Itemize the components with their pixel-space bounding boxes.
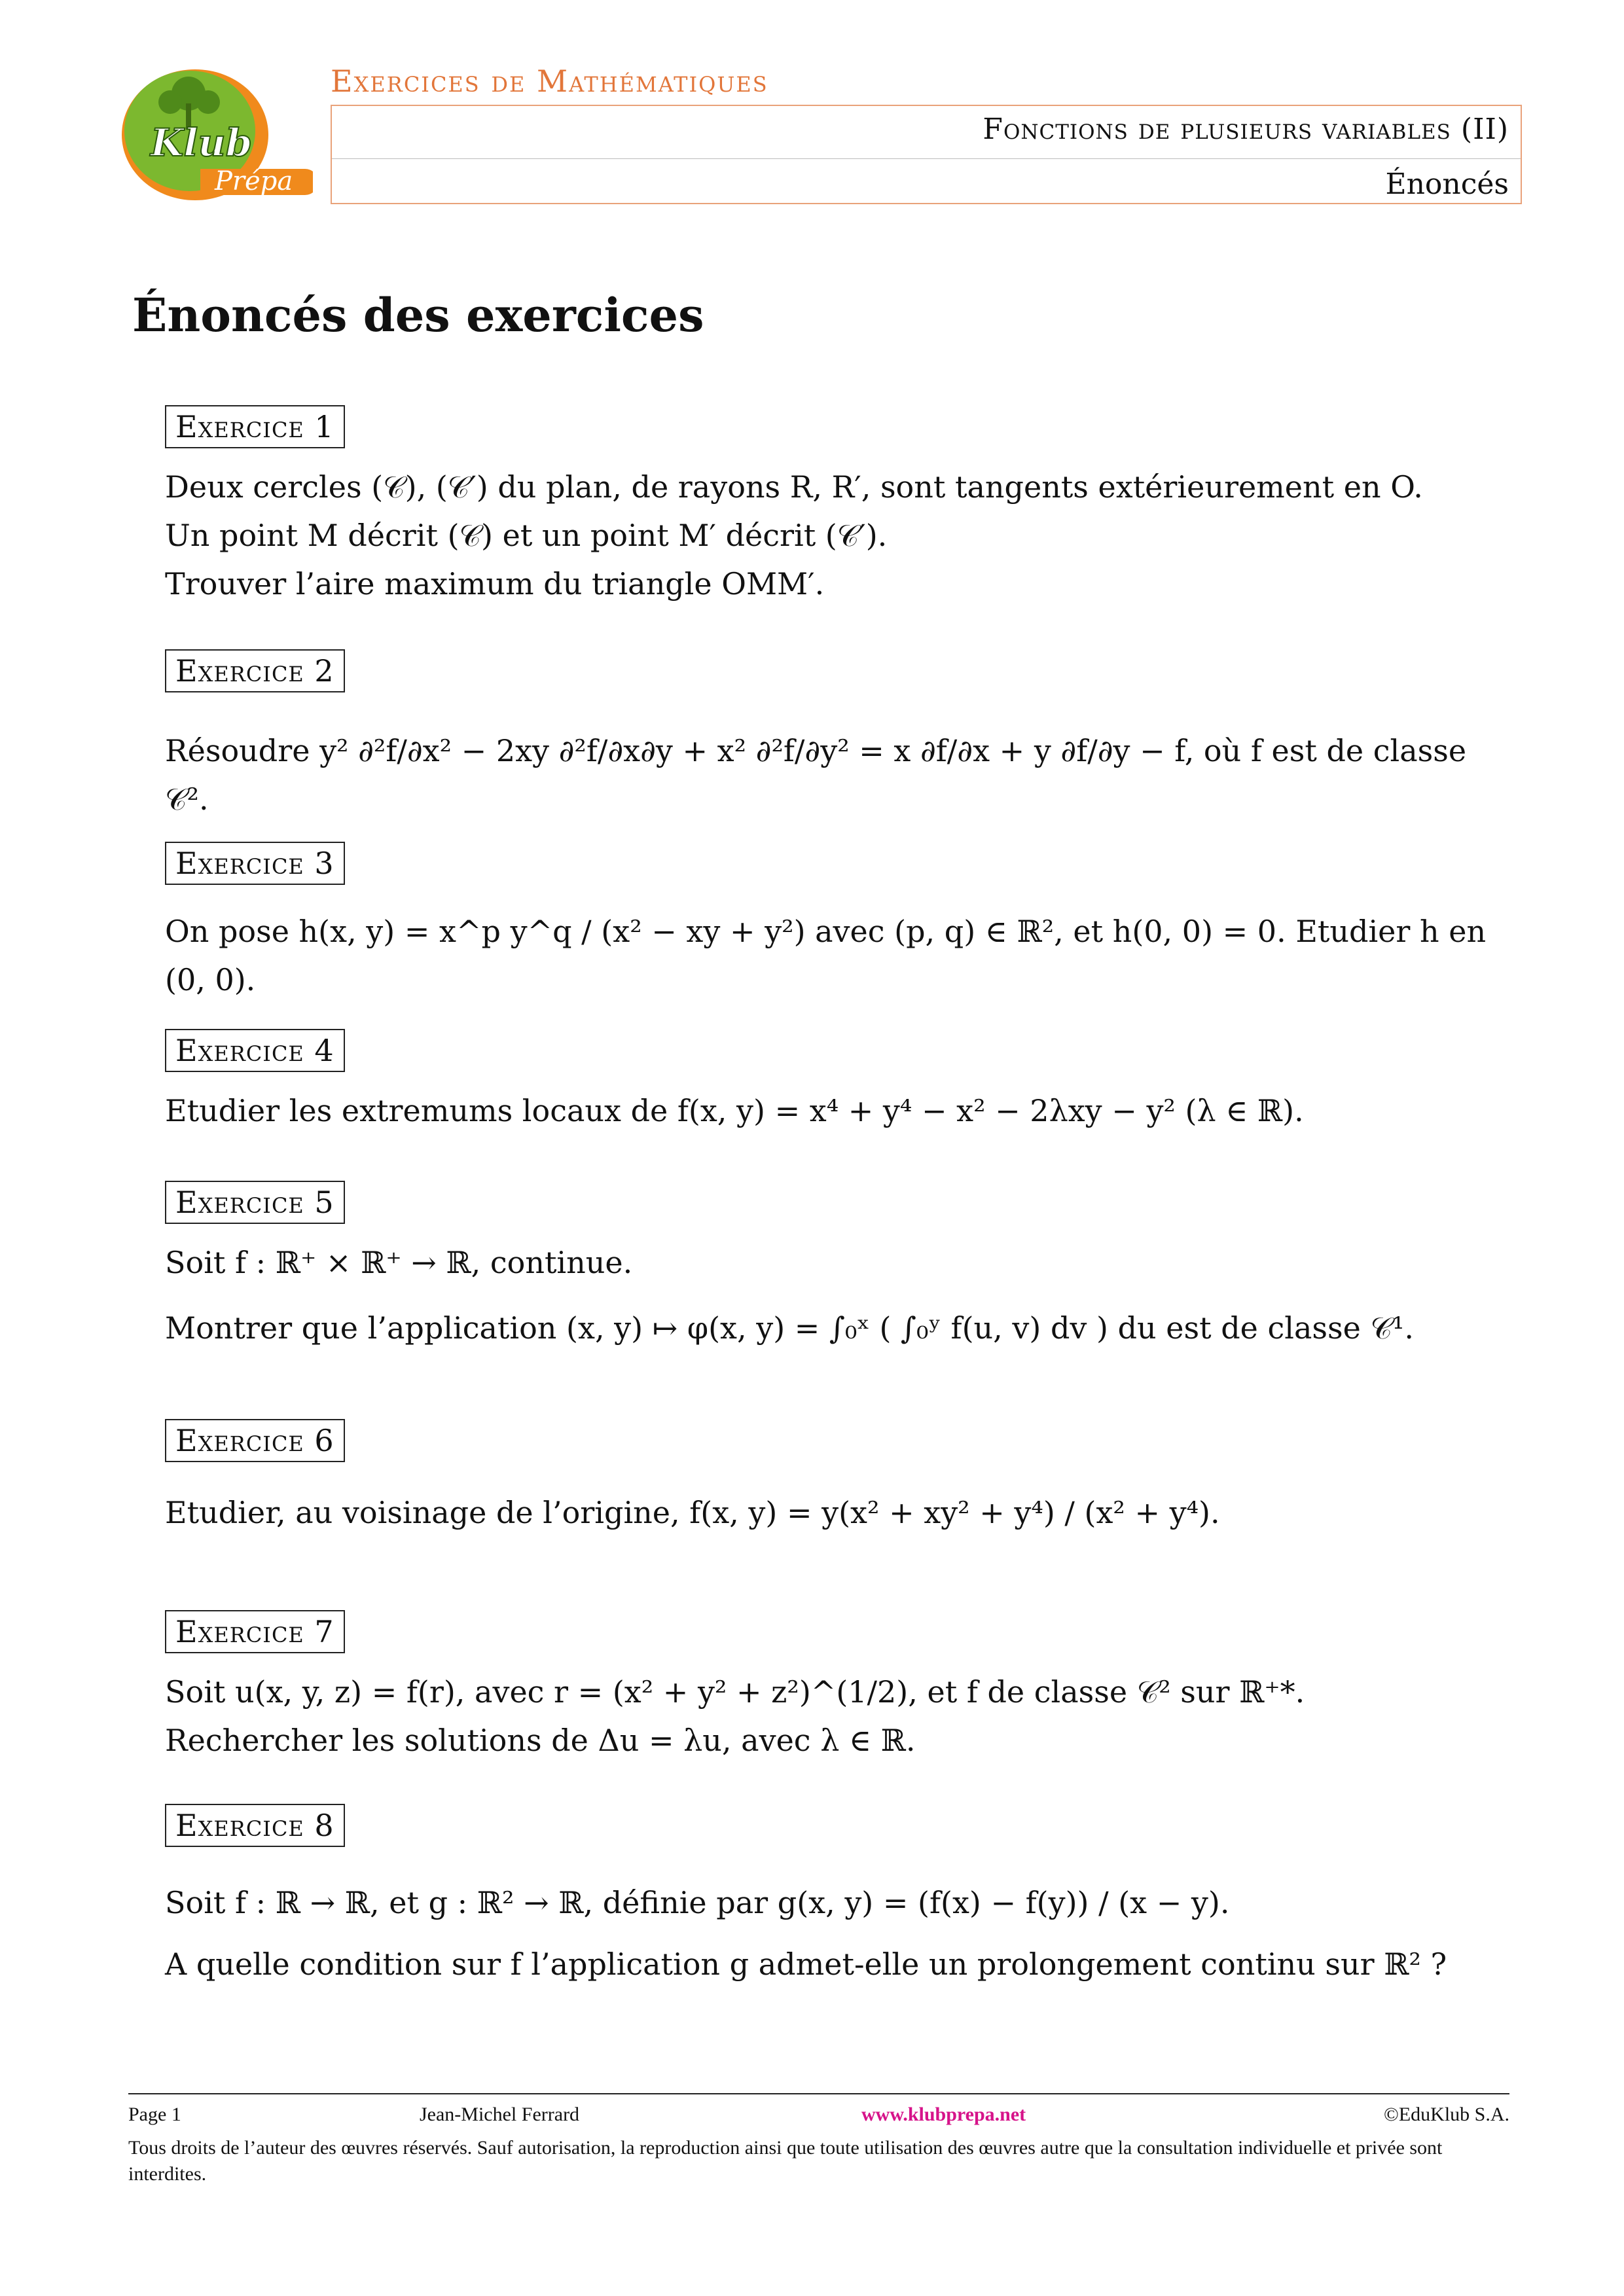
- header-title: Fonctions de plusieurs variables (II): [983, 113, 1509, 146]
- exercise-line: Soit f : ℝ⁺ × ℝ⁺ → ℝ, continue.: [165, 1245, 633, 1280]
- footer-divider: [128, 2093, 1509, 2094]
- exercise-line: A quelle condition sur f l’application g admet-elle un prolongement continu sur ℝ² ?: [165, 1946, 1447, 1982]
- exercise-label: Exercice 3: [165, 842, 345, 885]
- rights-notice: Tous droits de l’auteur des œuvres réservés. Sauf autorisation, la reproduction ainsi que toute utilisation des œuvres autre que la consultation individuelle et privée sont interdites.: [128, 2137, 1443, 2185]
- exercise-line: Etudier les extremums locaux de f(x, y) = x⁴ + y⁴ − x² − 2λxy − y² (λ ∈ ℝ).: [165, 1093, 1304, 1128]
- exercise-line: Soit u(x, y, z) = f(r), avec r = (x² + y² + z²)^(1/2), et f de classe 𝒞² sur ℝ⁺*.: [165, 1674, 1305, 1710]
- page-number: Page 1: [128, 2104, 181, 2125]
- exercise-line: Résoudre y² ∂²f/∂x² − 2xy ∂²f/∂x∂y + x² ∂²f/∂y² = x ∂f/∂x + y ∂f/∂y − f, où f est de classe 𝒞².: [165, 733, 1467, 817]
- exercise-line: Montrer que l’application (x, y) ↦ φ(x, y) = ∫₀ˣ ( ∫₀ʸ f(u, v) dv ) du est de classe 𝒞¹.: [165, 1310, 1415, 1346]
- author-name: Jean-Michel Ferrard: [420, 2104, 580, 2125]
- exercise-line: Un point M décrit (𝒞) et un point M′ décrit (𝒞′).: [165, 518, 888, 553]
- klub-prepa-logo: [117, 58, 313, 215]
- exercise-1: [165, 403, 1507, 608]
- exercise-4: [165, 1026, 1507, 1135]
- page-title: Énoncés des exercices: [132, 288, 704, 342]
- exercise-line: Rechercher les solutions de Δu = λu, avec λ ∈ ℝ.: [165, 1723, 916, 1758]
- copyright: ©EduKlub S.A.: [1384, 2104, 1509, 2125]
- exercise-label: Exercice 2: [165, 649, 345, 692]
- header-subtitle: Énoncés: [1385, 168, 1509, 201]
- exercise-6: [165, 1416, 1507, 1537]
- exercise-5: [165, 1178, 1507, 1352]
- footer: [128, 2104, 1509, 2135]
- exercise-line: Deux cercles (𝒞), (𝒞′) du plan, de rayons R, R′, sont tangents extérieurement en O.: [165, 469, 1423, 505]
- exercise-2: [165, 647, 1507, 823]
- exercise-label: Exercice 8: [165, 1804, 345, 1847]
- exercise-7: [165, 1607, 1507, 1765]
- svg-text:Prépa: Prépa: [215, 166, 293, 196]
- website-link[interactable]: www.klubprepa.net: [861, 2104, 1026, 2125]
- exercise-label: Exercice 5: [165, 1181, 345, 1224]
- exercise-line: Soit f : ℝ → ℝ, et g : ℝ² → ℝ, définie par g(x, y) = (f(x) − f(y)) / (x − y).: [165, 1885, 1230, 1920]
- header-divider: [332, 158, 1521, 159]
- header-series: Exercices de Mathématiques: [331, 63, 768, 99]
- exercise-label: Exercice 6: [165, 1419, 345, 1462]
- exercise-8: [165, 1801, 1507, 1988]
- exercise-label: Exercice 4: [165, 1029, 345, 1072]
- svg-text:Klub: Klub: [151, 120, 253, 165]
- exercise-label: Exercice 1: [165, 405, 345, 448]
- exercise-line: On pose h(x, y) = x^p y^q / (x² − xy + y²) avec (p, q) ∈ ℝ², et h(0, 0) = 0. Etudier h en (0, 0).: [165, 914, 1487, 997]
- exercise-3: [165, 839, 1507, 1004]
- exercise-label: Exercice 7: [165, 1610, 345, 1653]
- exercise-line: Trouver l’aire maximum du triangle OMM′.: [165, 566, 825, 601]
- exercise-line: Etudier, au voisinage de l’origine, f(x, y) = y(x² + xy² + y⁴) / (x² + y⁴).: [165, 1495, 1220, 1530]
- header-box: [331, 105, 1522, 204]
